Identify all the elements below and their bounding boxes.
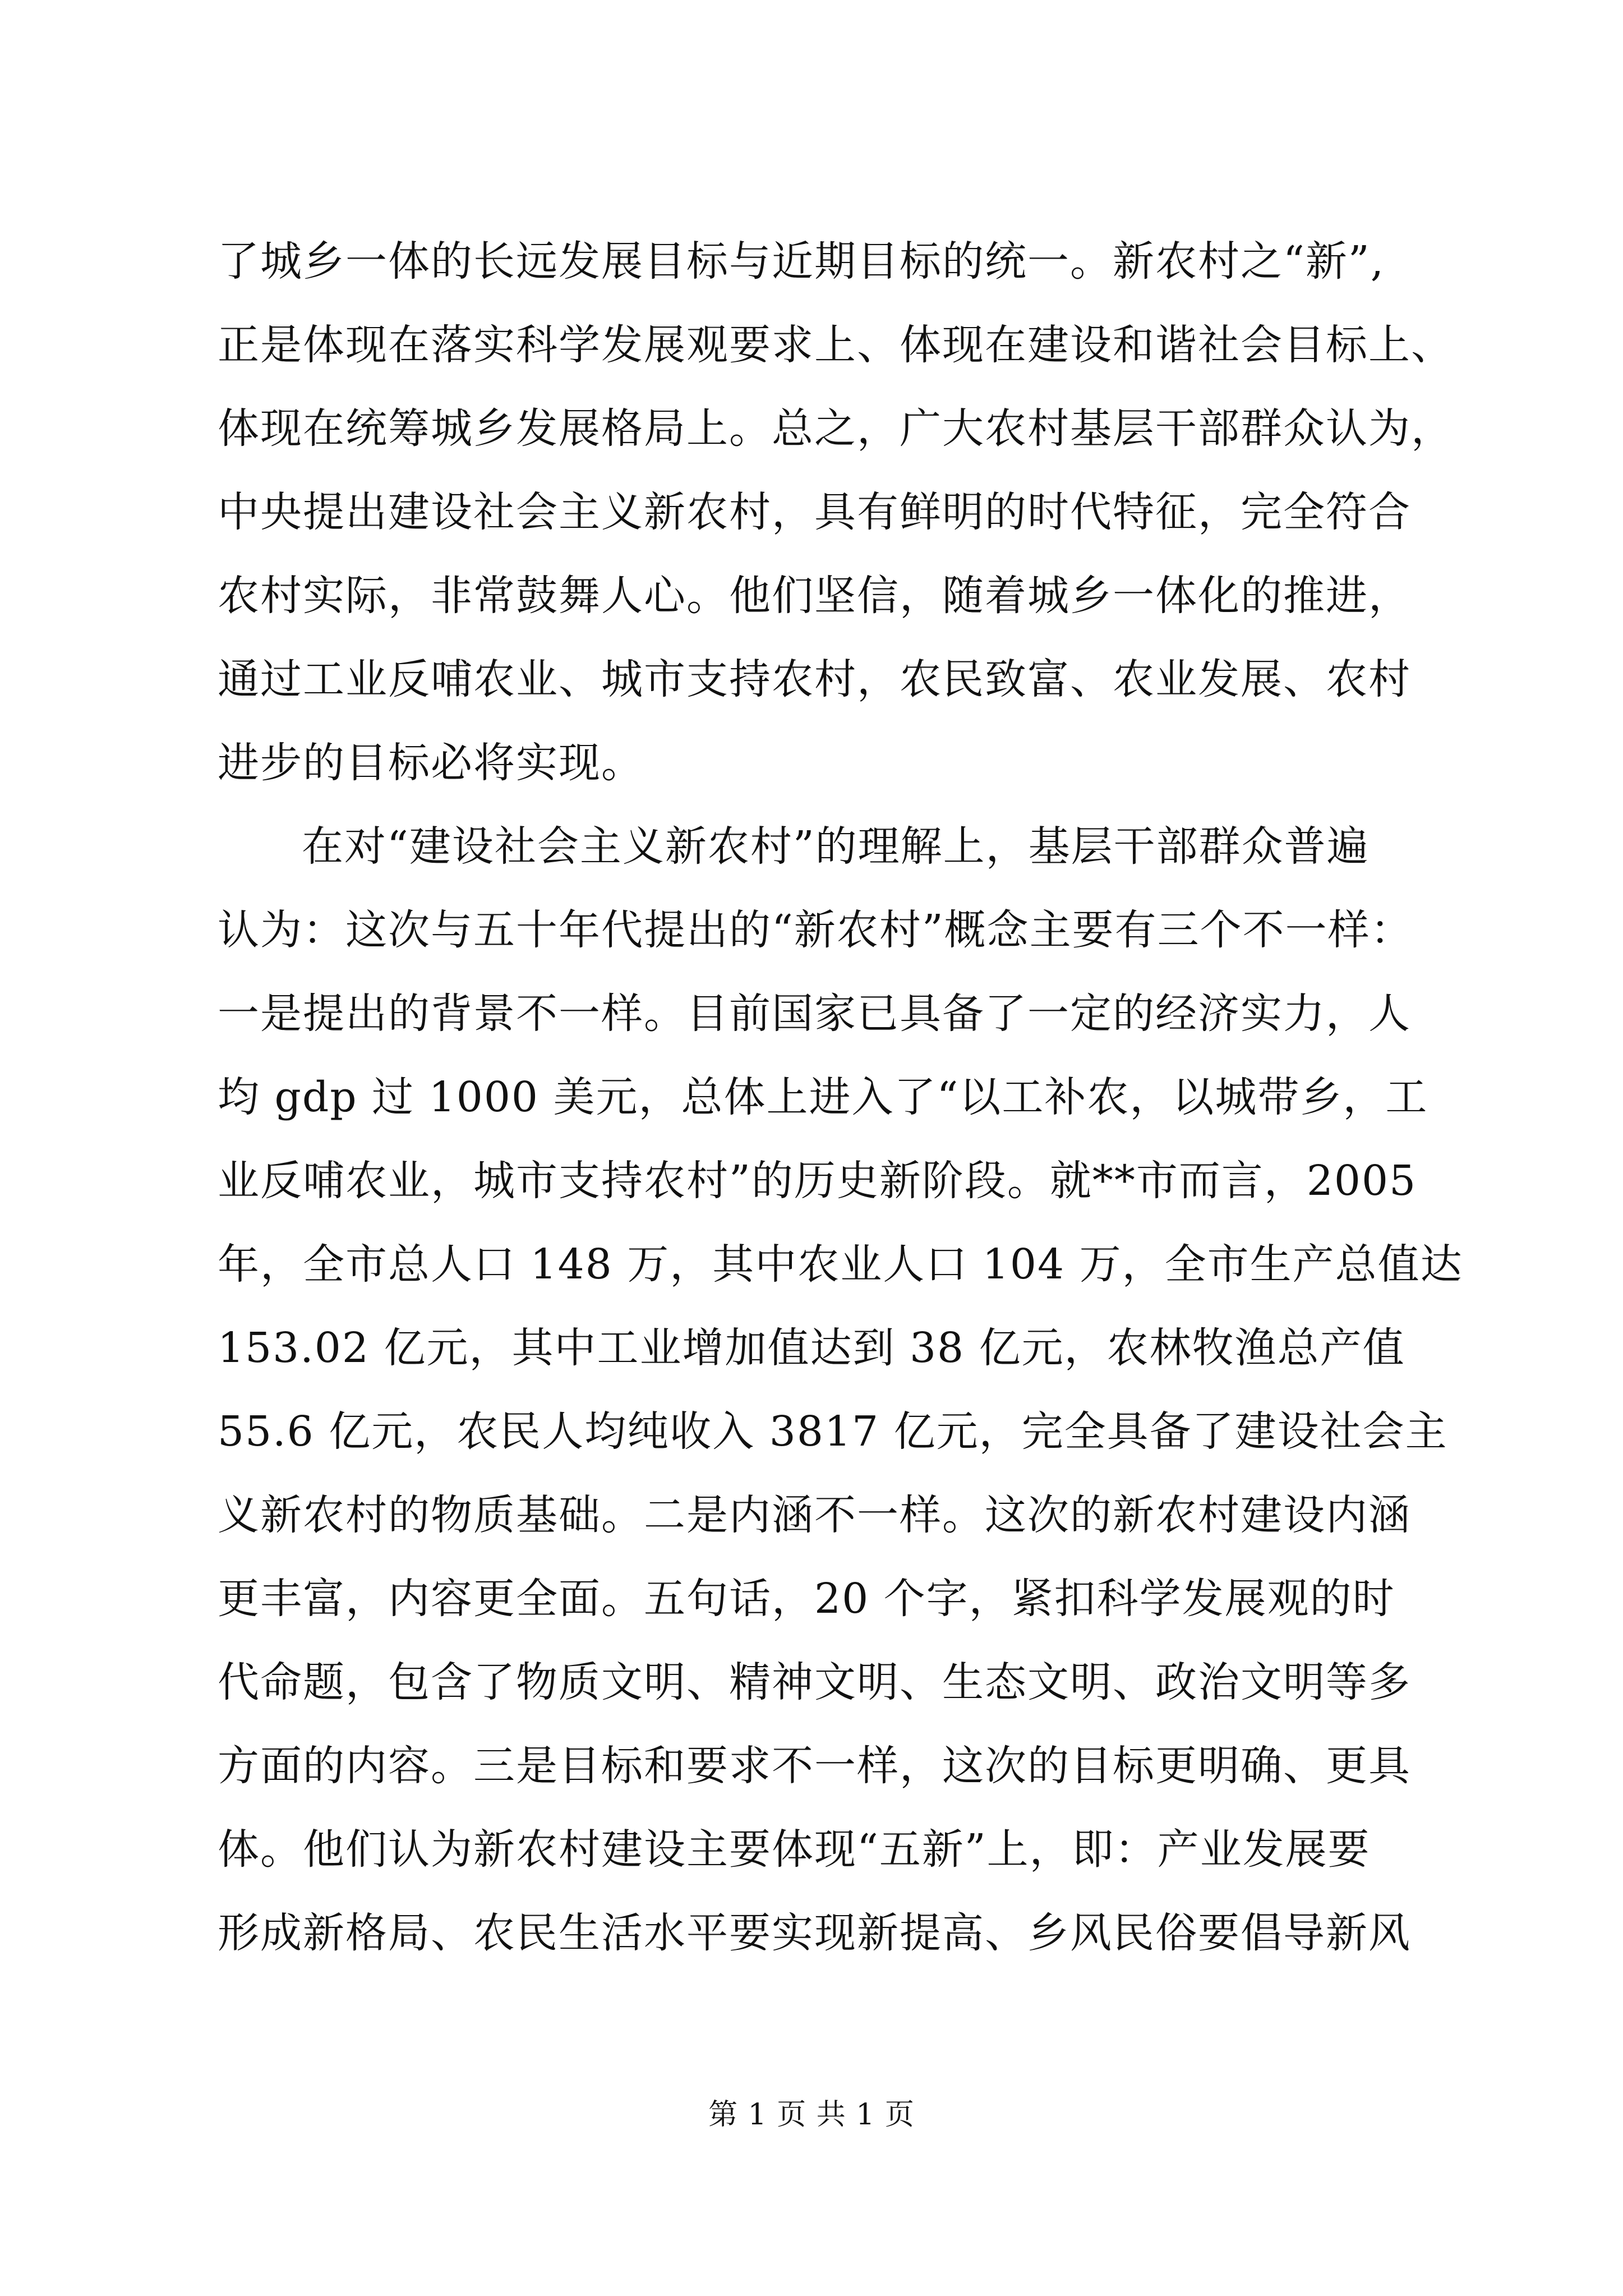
- text-line: 体现在统筹城乡发展格局上。总之，广大农村基层干部群众认为，: [218, 404, 1454, 453]
- text-line: 义新农村的物质基础。二是内涵不一样。这次的新农村建设内涵: [218, 1491, 1411, 1539]
- text-line: 153.02 亿元，其中工业增加值达到 38 亿元，农林牧渔总产值: [218, 1324, 1405, 1372]
- text-line: 更丰富，内容更全面。五句话，20 个字，紧扣科学发展观的时: [218, 1575, 1395, 1623]
- page-number-footer: 第 1 页 共 1 页: [708, 2098, 915, 2132]
- paragraph-first-line: 在对“建设社会主义新农村”的理解上，基层干部群众普遍: [302, 822, 1370, 871]
- text-line: 一是提出的背景不一样。目前国家已具备了一定的经济实力，人: [218, 990, 1411, 1038]
- text-line: 中央提出建设社会主义新农村，具有鲜明的时代特征，完全符合: [218, 488, 1411, 536]
- text-line: 认为：这次与五十年代提出的“新农村”概念主要有三个不一样：: [218, 906, 1413, 954]
- text-line: 了城乡一体的长远发展目标与近期目标的统一。新农村之“新”,: [218, 237, 1385, 286]
- text-line: 通过工业反哺农业、城市支持农村，农民致富、农业发展、农村: [218, 655, 1411, 703]
- text-line: 方面的内容。三是目标和要求不一样，这次的目标更明确、更具: [218, 1742, 1411, 1790]
- text-line: 代命题，包含了物质文明、精神文明、生态文明、政治文明等多: [218, 1658, 1411, 1706]
- text-line: 业反哺农业，城市支持农村”的历史新阶段。就**市而言，2005: [218, 1157, 1417, 1205]
- text-line: 体。他们认为新农村建设主要体现“五新”上，即：产业发展要: [218, 1825, 1371, 1874]
- body-text: [218, 220, 1491, 1975]
- text-line: 均 gdp 过 1000 美元，总体上进入了“以工补农，以城带乡，工: [218, 1073, 1428, 1121]
- text-line: 进步的目标必将实现。: [218, 739, 644, 787]
- text-line: 形成新格局、农民生活水平要实现新提高、乡风民俗要倡导新风: [218, 1909, 1411, 1957]
- text-line: 年，全市总人口 148 万，其中农业人口 104 万，全市生产总值达: [218, 1240, 1463, 1289]
- text-line: 55.6 亿元，农民人均纯收入 3817 亿元，完全具备了建设社会主: [218, 1407, 1448, 1456]
- text-line: 正是体现在落实科学发展观要求上、体现在建设和谐社会目标上、: [218, 321, 1454, 369]
- text-line: 农村实际，非常鼓舞人心。他们坚信，随着城乡一体化的推进，: [218, 572, 1411, 620]
